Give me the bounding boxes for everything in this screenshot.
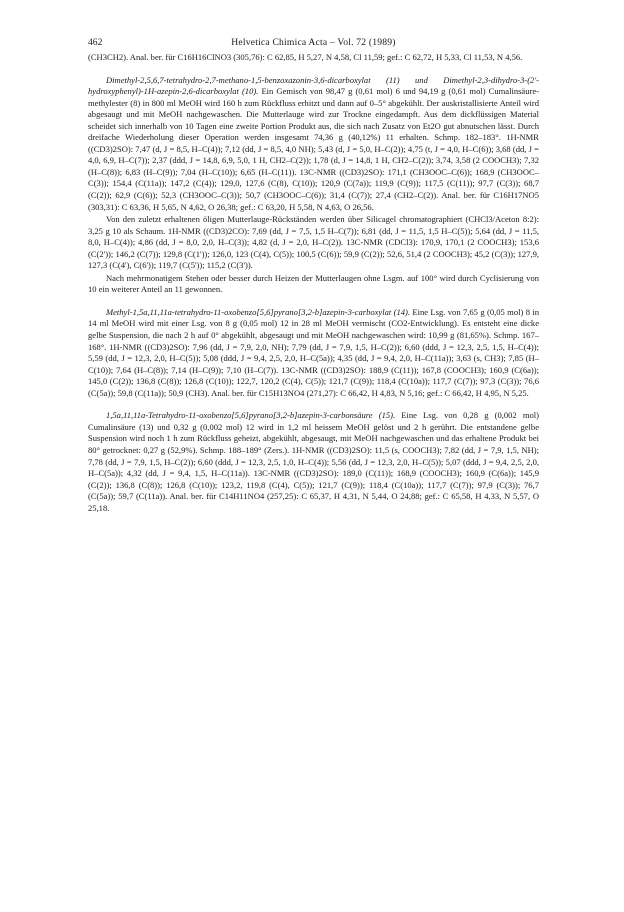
paragraph-text: (CH3CH2). Anal. ber. für C16H16ClNO3 (305,76): C 62,85, H 5,27, N 4,58, Cl 11,59; gef.: C 62,72, H 5,33, Cl 11,53, N 4,56.: [88, 52, 523, 62]
paragraph-text: Eine Lsg. von 7,65 g (0,05 mol) 8 in 14 ml MeOH wird mit einer Lsg. von 8 g (0,05 mol) 12 in 28 ml MeOH vermischt (CO2-Entwicklung). Es entsteht eine dicke gelbe Suspension, die nach 2 h auf 0° abgekühlt, abgesaugt und mit MeOH nachgewaschen wird: 10,99 g (81,65%). Schmp. 167–168°. 1H-NMR ((CD3)2SO): 7,96 (dd, J = 7,9, 2,0, NH); 7,79 (dd, J = 7,9, 1,5, H–C(2)); 6,60 (ddd, J = 12,3, 2,5, 1,5, H–C(4)); 5,59 (dd, J = 12,3, 2,0, H–C(5)); 5,08 (ddd, J = 9,4, 2,5, 2,0, H–C(5a)); 4,35 (dd, J = 9,4, 2,0, H–C(11a)); 3,63 (s, CH3); 7,85 (H–C(10)); 7,64 (H–C(8)); 7,14 (H–C(9)); 7,10 (H–C(7)). 13C-NMR ((CD3)2SO): 188,9 (C(11)); 167,8 (COOCH3); 160,9 (C(6a)); 145,0 (C(2)); 136,8 (C(8)); 126,8 (C(10)); 122,7, 120,2 (C(4), C(5)); 121,7 (C(9)); 118,4 (C(10a)); 117,7 (C(7)); 97,3 (C(3)); 76,6 (C(5a)); 59,8 (C(11a)); 50,9 (CH3). Anal. ber. für C15H13NO4 (271,27): C 66,42, H 4,83, N 5,16; gef.: C 66,42, H 4,95, N 5,25.: [88, 306, 539, 398]
paragraph-text: Von den zuletzt erhaltenen öligen Mutterlauge-Rückständen werden über Silicagel chromatographiert (CHCl3/Aceton 8:2): 3,25 g 10 als Schaum. 1H-NMR ((CD3)2CO): 7,69 (dd, J = 7,5, 1,5 H–C(7)); 6,81 (dd, J = 11,5, 1,5 H–C(5)); 5,64 (dd, J = 11,5, 8,0, H–C(4)); 4,86 (dd, J = 8,0, 2,0, H–C(3)); 4,82 (d, J = 2,0, H–C(2)). 13C-NMR (CDCl3): 170,9, 170,1 (2 COOCH3); 153,6 (C(2')); 146,2 (C(7)); 129,8 (C(1')); 126,0, 123 (C(4), C(5)); 100,5 (C(6)); 59,9 (C(2)); 52,6, 51,4 (2 COOCH3); 45,2 (C(3)); 127,9, 127,3 (C(4'), C(6')); 119,7 (C(5')); 115,2 (C(3')).: [88, 214, 539, 271]
article-body: [88, 52, 539, 514]
paragraph: [88, 75, 539, 214]
compound-heading: Dimethyl-2,5,6,7-tetrahydro-2,7-methano-1,5-benzoxazonin-3,6-dicarboxylat (11) und Dimethyl-2,3-dihydro-3-(2'-hydroxyphenyl)-1H-azepin-2,6-dicarboxylat (10).: [88, 74, 539, 97]
running-header: [88, 36, 539, 50]
page-number: 462: [88, 37, 103, 48]
paragraph: [88, 273, 539, 296]
paragraph: [88, 410, 539, 514]
compound-heading: Methyl-1,5a,11,11a-tetrahydro-11-oxobenzo[5,6]pyrano[3,2-b]azepin-3-carboxylat (14).: [106, 306, 410, 317]
paragraph-text: Nach mehrmonatigem Stehen oder besser durch Heizen der Mutterlaugen ohne Lsgm. auf 100° wird durch Cyclisierung von 10 ein weiterer Anteil an 11 gewonnen.: [88, 272, 539, 295]
compound-heading: 1,5a,11,11a-Tetrahydro-11-oxobenzo[5,6]pyrano[3,2-b]azepin-3-carbonsäure (15).: [106, 410, 396, 421]
paragraph: [88, 307, 539, 399]
journal-title: Helvetica Chimica Acta – Vol. 72 (1989): [231, 37, 396, 48]
paragraph: [88, 214, 539, 272]
paragraph-text: Eine Lsg. von 0,28 g (0,002 mol) Cumalinsäure (13) und 0,32 g (0,002 mol) 12 wird in 1,2 ml heissem MeOH gelöst und 2 h gerührt. Die entstandene gelbe Suspension wird noch 1 h zum Rückfluss geheizt, abgekühlt, abgesaugt, mit MeOH nachgewaschen und das erhaltene Produkt bei 80° getrocknet: 0,27 g (52,9%). Schmp. 188–189° (Zers.). 1H-NMR ((CD3)2SO): 11,5 (s, COOCH3); 7,82 (dd, J = 7,9, 1,5, NH); 7,78 (dd, J = 7,9, 1,5, H–C(2)); 6,60 (ddd, J = 12,3, 2,5, 1,0, H–C(4)); 5,56 (dd, J = 12,3, 2,0, H–C(5)); 5,07 (ddd, J = 9,4, 2,5, 2,0, H–C(5a)); 4,32 (dd, J = 9,4, 1,5, H–C(11a)). 13C-NMR ((CD3)2SO): 189,0 (C(11)); 168,9 (COOCH3); 160,9 (C(6a)); 145,9 (C(2)); 136,8 (C(8)); 126,8 (C(10)); 123,2, 119,8 (C(4), C(5)); 121,7 (C(9)); 118,4 (C(10a)); 117,7 (C(7)); 97,9 (C(3)); 76,7 (C(5a)); 59,7 (C(11a)). Anal. ber. für C14H11NO4 (257,25): C 65,37, H 4,31, N 5,44, O 24,88; gef.: C 65,58, H 4,33, N 5,57, O 25,18.: [88, 410, 539, 513]
paragraph-text: Ein Gemisch von 98,47 g (0,61 mol) 6 und 94,19 g (0,61 mol) Cumalinsäure-methylester (8) in 800 ml MeOH wird 160 h zum Rückfluss erhitzt und dann auf 0–5° abgekühlt. Der auskristallisierte Anteil wird abgesaugt und mit MeOH nachgewaschen. Die Mutterlauge wird zur Trockne eingedampft. Aus dem dickflüssigen Material scheidet sich innerhalb von 10 Tagen eine zweite Portion Produkt aus, die sich nach Zusatz von Et2O gut abnutschen lässt. Durch dreifache Wiederholung dieser Operation werden insgesamt 74,36 g (40,12%) 11 erhalten. Schmp. 182–183°. 1H-NMR ((CD3)2SO): 7,47 (d, J = 8,5, H–C(4)); 7,12 (dd, J = 8,5, 4,0 NH); 5,43 (d, J = 5,0, H–C(2)); 4,75 (t, J = 4,0, H–C(6)); 3,68 (dd, J = 4,0, 6,9, H–C(7)); 2,37 (ddd, J = 14,8, 6,9, 5,0, 1 H, CH2–C(2)); 1,78 (d, J = 14,8, 1 H, CH2–C(2)); 3,74, 3,58 (2 COOCH3); 7,32 (H–C(8)); 6,83 (H–C(9)); 7,04 (H–C(10)); 6,65 (H–C(11)). 13C-NMR ((CD3)2SO): 171,1 (CH3OOC–C(6)); 168,9 (CH3OOC–C(3)); 154,4 (C(11a)); 147,2 (C(4)); 129,0, 127,6 (C(8), C(10)); 120,9 (C(7a)); 119,9 (C(9)); 117,5 (C(11)); 97,7 (C(3)); 68,7 (C(2)); 62,9 (C(6)); 52,3 (CH3OOC–C(3)); 50,7 (CH3OOC–C(6)); 31,4 (C(7)); 27,4 (CH2–C(2)). Anal. ber. für C16H17NO5 (303,31): C 63,36, H 5,65, N 4,62, O 26,38; gef.: C 63,20, H 5,58, N 4,63, O 26,56.: [88, 86, 539, 212]
paragraph: [88, 52, 539, 64]
